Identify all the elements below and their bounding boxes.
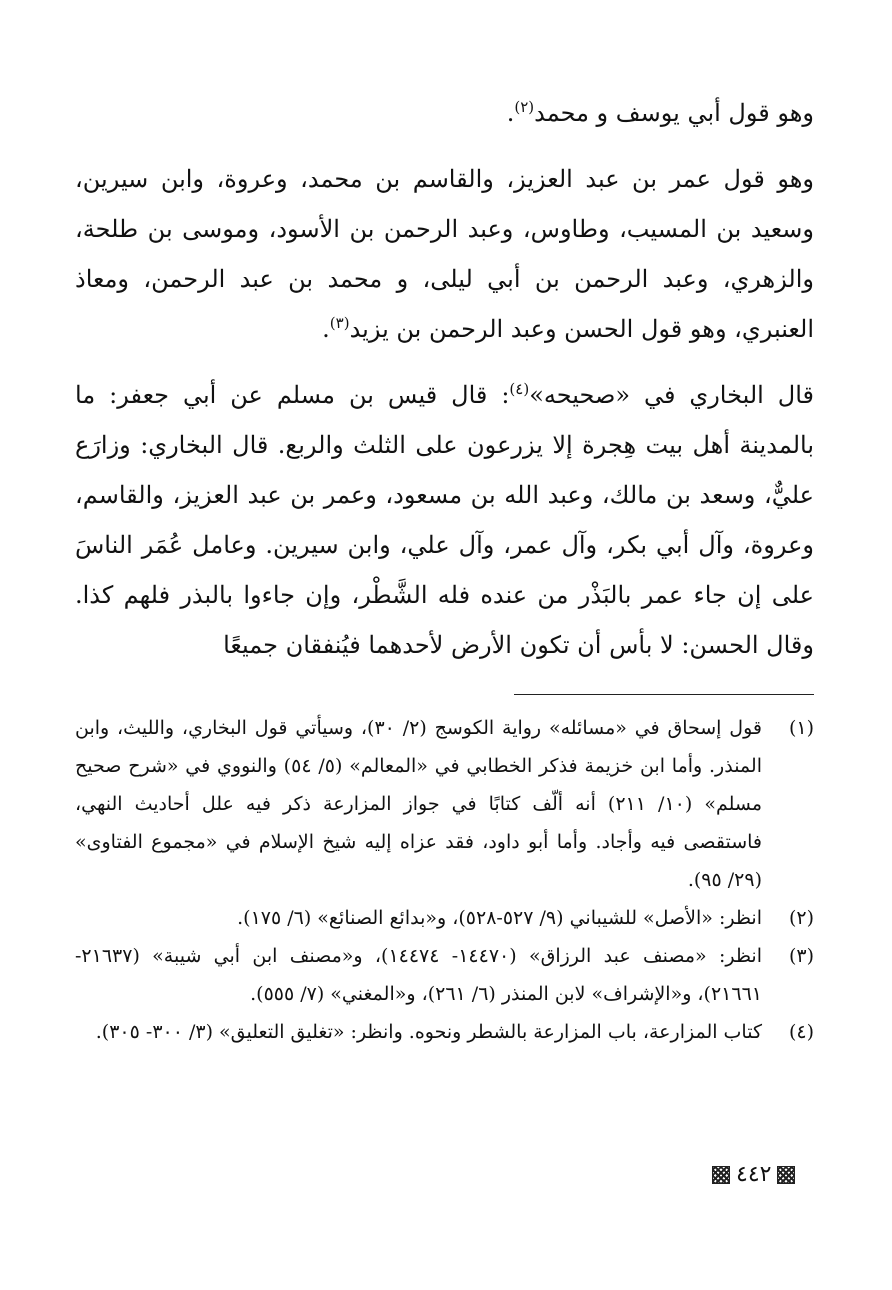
paragraph-2-text: وهو قول عمر بن عبد العزيز، والقاسم بن محمد، وعروة، وابن سيرين، وسعيد بن المسيب، وطاوس، وعبد الرحمن بن الأسود، وموسى بن طلحة، والزهري، وعبد الرحمن بن أبي ليلى، و محمد بن عبد الرحمن، ومعاذ العنبري، وهو قول الحسن وعبد الرحمن بن يزيد xyxy=(75,165,815,343)
footnote-text: انظر: «مصنف عبد الرزاق» (١٤٤٧٠- ١٤٤٧٤)، و«مصنف ابن أبي شيبة» (٢١٦٣٧- ٢١٦٦١)، و«الإشراف» لابن المنذر (٦/ ٢٦١)، و«المغني» (٧/ ٥٥٥). xyxy=(75,945,762,1005)
footnote-ref-2: (٢) xyxy=(514,98,535,116)
footnote-number: (٢) xyxy=(788,907,814,929)
paragraph-3-start: قال البخاري في «صحيحه» xyxy=(529,381,814,409)
footnote-number: (٣) xyxy=(788,945,814,967)
footnote-text: قول إسحاق في «مسائله» رواية الكوسج (٢/ ٣٠)، وسيأتي قول البخاري، والليث، وابن المنذر. وأما ابن خزيمة فذكر الخطابي في «المعالم» (٥/ ٥٤) والنووي في «شرح صحيح مسلم» (١٠/ ٢١١) أنه ألّف كتابًا في جواز المزارعة ذكر فيه علل أحاديث النهي، فاستقصى فيه وأجاد. وأما أبو داود، فقد عزاه إليه شيخ الإسلام في «مجموع الفتاوى» (٢٩/ ٩٥). xyxy=(75,717,763,891)
footnote-4 xyxy=(75,1013,814,1051)
footnotes xyxy=(75,709,814,1051)
footnote-text: انظر: «الأصل» للشيباني (٩/ ٥٢٧-٥٢٨)، و«بدائع الصنائع» (٦/ ١٧٥). xyxy=(237,907,762,929)
page-number-block xyxy=(712,1162,795,1187)
paragraph-3 xyxy=(75,370,814,670)
footnote-separator xyxy=(514,694,814,695)
paragraph-1-end: . xyxy=(506,99,515,127)
paragraph-2-end: . xyxy=(322,315,330,343)
paragraph-1 xyxy=(75,88,814,138)
page-content xyxy=(75,88,814,1051)
ornament-icon xyxy=(712,1166,730,1184)
paragraph-2 xyxy=(75,154,814,354)
page-number: ٤٤٢ xyxy=(736,1162,772,1187)
footnote-text: كتاب المزارعة، باب المزارعة بالشطر ونحوه. وانظر: «تغليق التعليق» (٣/ ٣٠٠- ٣٠٥). xyxy=(95,1021,762,1043)
footnote-number: (١) xyxy=(788,717,814,739)
footnote-3 xyxy=(75,937,814,1013)
main-text xyxy=(75,88,814,670)
footnote-number: (٤) xyxy=(788,1021,814,1043)
footnote-ref-3: (٣) xyxy=(329,314,350,332)
footnote-2 xyxy=(75,899,814,937)
paragraph-1-text: وهو قول أبي يوسف و محمد xyxy=(534,99,814,127)
ornament-icon xyxy=(777,1166,795,1184)
footnote-1 xyxy=(75,709,814,899)
footnote-ref-4: (٤) xyxy=(509,380,530,398)
paragraph-3-text: : قال قيس بن مسلم عن أبي جعفر: ما بالمدينة أهل بيت هِجرة إلا يزرعون على الثلث والربع. قال البخاري: وزارَع عليٌّ، وسعد بن مالك، وعبد الله بن مسعود، وعمر بن عبد العزيز، والقاسم، وعروة، وآل أبي بكر، وآل عمر، وآل علي، وابن سيرين. وعامل عُمَر الناسَ على إن جاء عمر بالبَذْر من عنده فله الشَّطْر، وإن جاءوا بالبذر فلهم كذا. وقال الحسن: لا بأس أن تكون الأرض لأحدهما فيُنفقان جميعًا xyxy=(75,381,815,659)
